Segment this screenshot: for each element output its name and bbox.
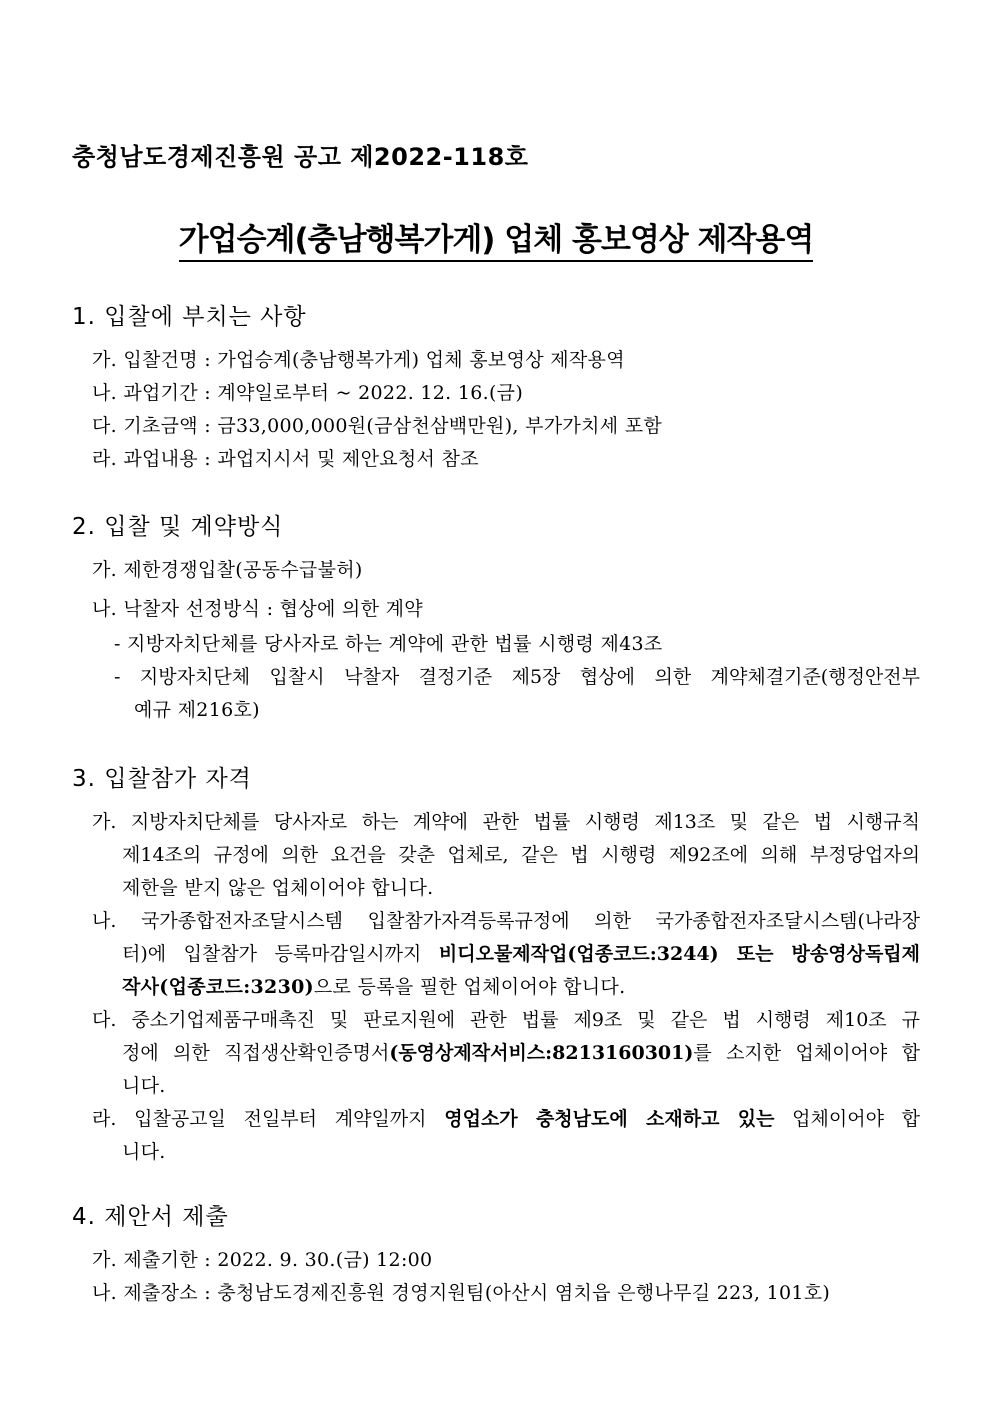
section-3-na-line-3-bold: 작사(업종코드:3230) xyxy=(122,976,314,998)
section-4-item-ga: 가. 제출기한 : 2022. 9. 30.(금) 12:00 xyxy=(92,1249,433,1271)
section-3-da-line-3: 니다. xyxy=(122,1075,166,1097)
section-3-ga-line-2: 제14조의 규정에 의한 요건을 갖춘 업체로, 같은 법 시행령 제92조에 의해 부정당업자의 xyxy=(122,844,920,866)
section-4-heading: 4. 제안서 제출 xyxy=(72,1204,229,1230)
section-1-item-da: 다. 기초금액 : 금33,000,000원(금삼천삼백만원), 부가가치세 포함 xyxy=(92,415,663,437)
section-2-sub-2-line-1: - 지방자치단체 입찰시 낙찰자 결정기준 제5장 협상에 의한 계약체결기준(행정안전부 xyxy=(114,666,920,688)
section-3-da-line-2-bold: (동영상제작서비스:8213160301) xyxy=(389,1042,694,1064)
section-3-na-line-3-text: 으로 등록을 필한 업체이어야 합니다. xyxy=(313,976,626,998)
section-3-da-line-1: 다. 중소기업제품구매촉진 및 판로지원에 관한 법률 제9조 및 같은 법 시행령 제10조 규 xyxy=(92,1009,920,1031)
section-3-ra-line-1-bold: 영업소가 충청남도에 소재하고 있는 xyxy=(444,1108,775,1130)
section-3-na-line-2-bold: 비디오물제작업(업종코드:3244) 또는 방송영상독립제 xyxy=(438,943,921,965)
section-3-ga-line-3: 제한을 받지 않은 업체이어야 합니다. xyxy=(122,877,434,899)
document-title-text: 가업승계(충남행복가게) 업체 홍보영상 제작용역 xyxy=(179,222,814,262)
document-title xyxy=(0,214,992,259)
section-2-item-ga: 가. 제한경쟁입찰(공동수급불허) xyxy=(92,559,363,581)
section-2-heading: 2. 입찰 및 계약방식 xyxy=(72,514,284,540)
section-2-sub-2-line-2: 예규 제216호) xyxy=(134,699,260,721)
section-1-item-na: 나. 과업기간 : 계약일로부터 ~ 2022. 12. 16.(금) xyxy=(92,382,524,404)
section-1-item-ga: 가. 입찰건명 : 가업승계(충남행복가게) 업체 홍보영상 제작용역 xyxy=(92,349,625,371)
section-3-ga-line-1: 가. 지방자치단체를 당사자로 하는 계약에 관한 법률 시행령 제13조 및 같은 법 시행규칙 xyxy=(92,811,920,833)
section-3-da-line-2-post: 를 소지한 업체이어야 합 xyxy=(693,1042,920,1064)
notice-number: 충청남도경제진흥원 공고 제2022-118호 xyxy=(72,143,529,171)
section-3-ra-line-2: 니다. xyxy=(122,1141,166,1163)
section-3-na-line-2-text: 터)에 입찰참가 등록마감일시까지 xyxy=(122,943,439,965)
section-1-item-ra: 라. 과업내용 : 과업지시서 및 제안요청서 참조 xyxy=(92,448,479,470)
section-3-na-line-2 xyxy=(122,939,920,966)
section-3-ra-line-1-text: 라. 입찰공고일 전일부터 계약일까지 xyxy=(92,1108,445,1130)
section-3-na-line-3 xyxy=(122,972,625,999)
section-2-sub-1: - 지방자치단체를 당사자로 하는 계약에 관한 법률 시행령 제43조 xyxy=(114,633,663,655)
section-3-da-line-2-text: 정에 의한 직접생산확인증명서 xyxy=(122,1042,390,1064)
section-3-heading: 3. 입찰참가 자격 xyxy=(72,766,252,792)
section-3-ra-line-1-post: 업체이어야 합 xyxy=(774,1108,920,1130)
section-1-heading: 1. 입찰에 부치는 사항 xyxy=(72,304,307,330)
section-2-item-na: 나. 낙찰자 선정방식 : 협상에 의한 계약 xyxy=(92,598,423,620)
section-3-ra-line-1 xyxy=(92,1104,920,1131)
section-3-da-line-2 xyxy=(122,1038,920,1065)
section-3-na-line-1: 나. 국가종합전자조달시스템 입찰참가자격등록규정에 의한 국가종합전자조달시스템(나라장 xyxy=(92,910,920,932)
section-4-item-na: 나. 제출장소 : 충청남도경제진흥원 경영지원팀(아산시 염치읍 은행나무길 223, 101호) xyxy=(92,1282,831,1304)
